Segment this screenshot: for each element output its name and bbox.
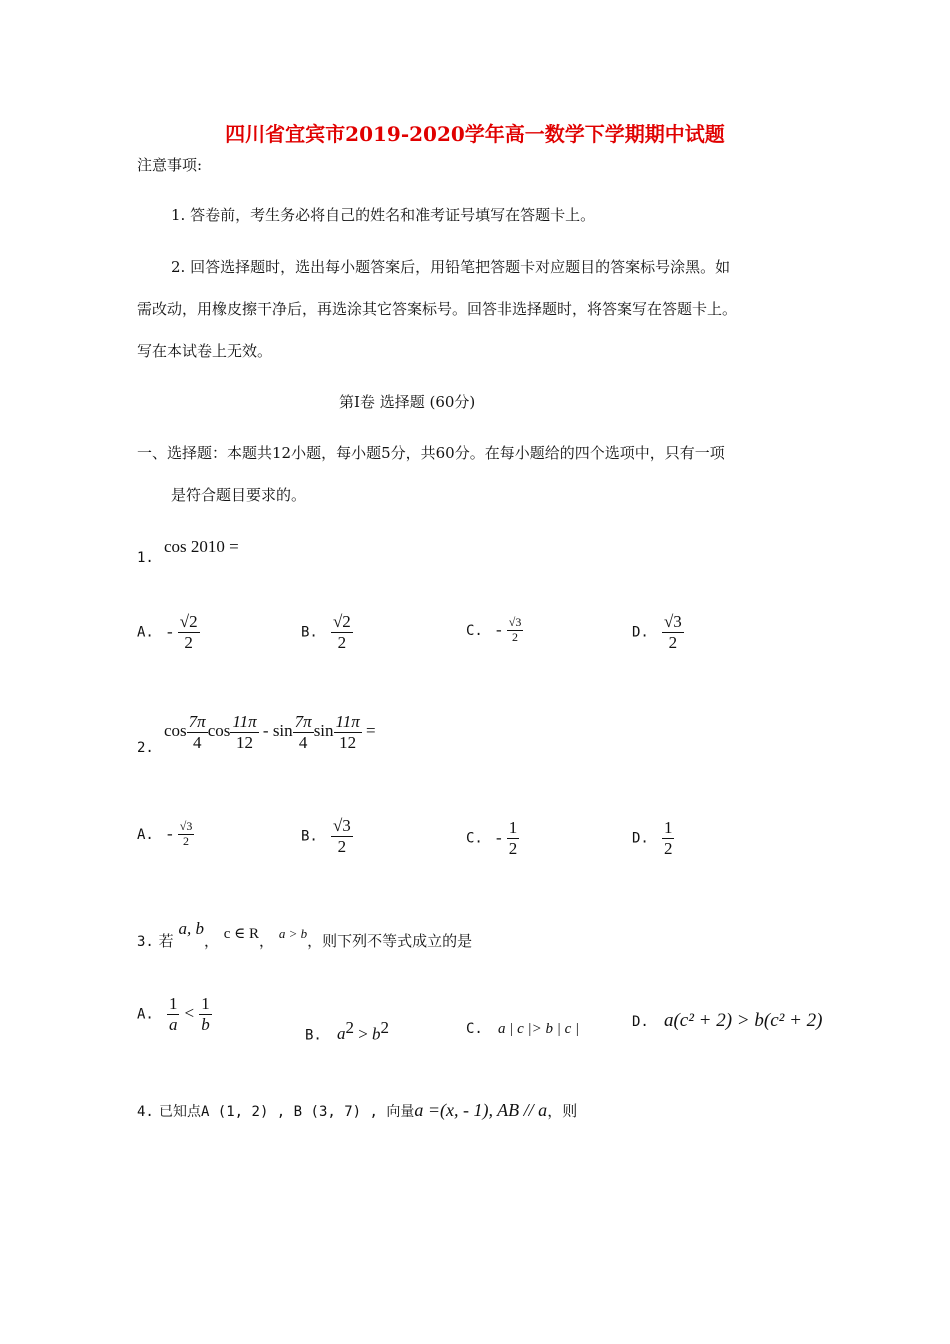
q3-math-a-gt-b: a > b <box>278 926 308 941</box>
option-label: A. <box>137 624 154 641</box>
option-label: A. <box>137 1006 154 1023</box>
option-label: B. <box>301 828 318 845</box>
q2-option-a <box>137 820 194 849</box>
q1-option-a <box>137 612 200 652</box>
q2-option-b <box>301 816 353 856</box>
notice-item-1: 1. 答卷前，考生务必将自己的姓名和准考证号填写在答题卡上。 <box>171 206 596 224</box>
option-label: C. <box>466 830 483 847</box>
q3-math-c-in-r: c ∈ R <box>223 926 260 942</box>
option-label: D. <box>632 1014 649 1030</box>
q4-number: 4. <box>137 1104 154 1120</box>
notice-item-2-line-3: 写在本试卷上无效。 <box>137 342 273 360</box>
q1-expression: cos 2010 = <box>164 537 239 556</box>
q4-stem: 4. 已知点A (1, 2) , B (3, 7) , 向量a =(x, - 1), AB // a，则 <box>137 1100 578 1120</box>
fraction: $\frac{1}{2}$ <box>508 818 518 858</box>
notice-heading: 注意事项: <box>137 156 203 174</box>
option-label: D. <box>632 830 649 847</box>
q3-stem: 3. 若 a, b， c ∈ R， a > b，则下列不等式成立的是 <box>137 919 473 950</box>
option-sign: - <box>495 827 502 847</box>
option-label: B. <box>305 1027 322 1044</box>
notice-item-2-line-1: 2. 回答选择题时，选出每小题答案后，用铅笔把答题卡对应题目的答案标号涂黑。如 <box>171 258 731 276</box>
option-label: D. <box>632 624 649 641</box>
q3-option-d: D. a(c² + 2) > b(c² + 2) <box>632 1010 823 1031</box>
option-sign: - <box>166 621 173 641</box>
q1-option-d <box>632 612 684 652</box>
notice-item-2-line-2: 需改动，用橡皮擦干净后，再选涂其它答案标号。回答非选择题时，将答案写在答题卡上。 <box>137 300 738 318</box>
q2-option-c <box>466 818 519 858</box>
document-title: 四川省宜宾市2019-2020学年高一数学下学期期中试题 <box>225 122 725 146</box>
section1-instructions-line-1: 一、选择题：本题共12小题，每小题5分，共60分。在每小题给的四个选项中，只有一项 <box>137 444 725 462</box>
sqrt-fraction: $\frac{√3}{2}$ <box>179 819 193 848</box>
fraction: $\frac{1}{2}$ <box>663 818 673 858</box>
sqrt-fraction: $\frac{√3}{2}$ <box>663 612 682 652</box>
q1-option-b <box>301 612 353 652</box>
option-label: B. <box>301 624 318 641</box>
q2-number: 2. <box>137 740 154 756</box>
sqrt-fraction: $\frac{√2}{2}$ <box>332 612 351 652</box>
sqrt-fraction: $\frac{√3}{2}$ <box>332 816 351 856</box>
q3-option-c: C. a | c |> b | c | <box>466 1021 580 1037</box>
q2-expression: cos $\frac{7\pi}{4}$ cos $\frac{11\pi}{12}$ - sin $\frac{7\pi}{4}$ sin $\frac{11\pi}{12}$ = <box>164 712 376 752</box>
q2-option-d <box>632 818 674 858</box>
option-label: A. <box>137 826 154 843</box>
option-label: C. <box>466 622 483 639</box>
option-sign: - <box>495 619 502 639</box>
sqrt-fraction: $\frac{√2}{2}$ <box>179 612 198 652</box>
q4-vector: a =(x, - 1), AB // a <box>414 1100 548 1120</box>
q3-option-a: A. $\frac{1}{a}$ < $\frac{1}{b}$ <box>137 994 210 1034</box>
option-sign: - <box>166 823 173 843</box>
option-label: C. <box>466 1021 483 1037</box>
q3-option-b: B. $a^2 > b^2$ <box>305 1018 390 1044</box>
part1-heading: 第I卷 选择题 (60分) <box>339 393 476 411</box>
q3-math-ab: a, b <box>178 919 204 938</box>
section1-instructions-line-2: 是符合题目要求的。 <box>171 486 307 504</box>
q1-option-c <box>466 616 523 645</box>
sqrt-fraction: $\frac{√3}{2}$ <box>508 615 522 644</box>
q1-number: 1. <box>137 550 154 566</box>
q4-text: 已知点A (1, 2) , B (3, 7) , 向量 <box>158 1104 415 1120</box>
